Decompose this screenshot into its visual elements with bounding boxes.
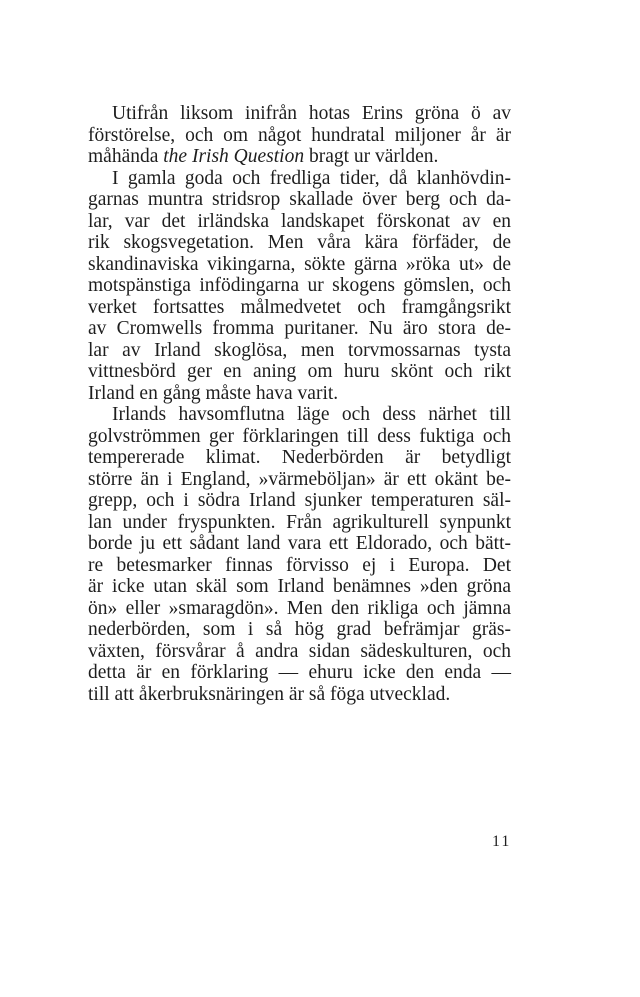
text-segment: rik skogsvegetation. Men våra kära förfäder, de (88, 232, 511, 253)
text-segment: lar av Irland skoglösa, men torvmossarnas tysta (88, 339, 511, 361)
text-line (88, 447, 511, 469)
body-text (88, 103, 511, 705)
text-segment: lar, var det irländska landskapet förskonat av en (88, 210, 511, 232)
text-line (88, 619, 511, 641)
text-segment: Irlands havsomflutna läge och dess närhet till (112, 404, 511, 425)
text-segment: bragt ur världen. (304, 146, 439, 167)
paragraph-2 (88, 168, 511, 405)
text-line (88, 275, 511, 297)
text-line (88, 426, 511, 448)
text-segment: av Cromwells fromma puritaner. Nu äro stora de- (88, 318, 511, 339)
text-line (88, 512, 511, 534)
text-line (88, 318, 511, 340)
text-line (88, 641, 511, 663)
text-segment: tempererade klimat. Nederbörden är betydligt (88, 447, 511, 468)
text-line (88, 533, 511, 555)
text-segment: borde ju ett sådant land vara ett Eldorado, och bätt- (88, 533, 511, 554)
text-segment: nederbörden, som i så hög grad befrämjar gräs- (88, 619, 511, 640)
text-line (88, 383, 511, 405)
page-number: 11 (492, 833, 512, 850)
text-line (88, 232, 511, 254)
text-line (88, 189, 511, 211)
text-line (88, 555, 511, 577)
text-line (88, 576, 511, 598)
text-segment: I gamla goda och fredliga tider, då klanhövdin- (112, 167, 511, 189)
text-segment: växten, försvårar å andra sidan sädeskulturen, och (88, 640, 511, 662)
italic-phrase: the Irish Question (163, 146, 305, 167)
text-segment: motspänstiga infödingarna ur skogens gömslen, och (88, 275, 511, 296)
text-segment: måhända (88, 146, 164, 167)
text-segment: vittnesbörd ger en aning om huru skönt och rikt (88, 361, 511, 382)
text-segment: till att åkerbruksnäringen är så föga utvecklad. (88, 683, 451, 705)
text-line (88, 361, 511, 383)
text-line (88, 662, 511, 684)
text-line (88, 297, 511, 319)
text-line (88, 211, 511, 233)
paragraph-1 (88, 103, 511, 168)
text-line (88, 684, 511, 706)
text-line (88, 168, 511, 190)
text-line (88, 254, 511, 276)
text-segment: Irland en gång måste hava varit. (88, 382, 339, 404)
text-line (88, 103, 511, 125)
text-segment: detta är en förklaring — ehuru icke den enda — (88, 662, 511, 683)
text-segment: grepp, och i södra Irland sjunker temperaturen säl- (88, 490, 511, 511)
text-segment: golvströmmen ger förklaringen till dess fuktiga och (88, 425, 511, 447)
text-line (88, 404, 511, 426)
text-segment: är icke utan skäl som Irland benämnes »den gröna (88, 576, 511, 597)
paragraph-3 (88, 404, 511, 705)
text-line (88, 469, 511, 491)
text-line (88, 146, 511, 168)
text-line (88, 598, 511, 620)
text-segment: förstörelse, och om något hundratal miljoner år är (88, 124, 511, 146)
text-line (88, 125, 511, 147)
text-segment: ön» eller »smaragdön». Men den rikliga och jämna (88, 597, 511, 619)
text-segment: skandinaviska vikingarna, sökte gärna »röka ut» de (88, 253, 511, 275)
text-segment: re betesmarker finnas förvisso ej i Europa. Det (88, 554, 511, 576)
text-segment: garnas muntra stridsrop skallade över berg och da- (88, 189, 511, 210)
text-segment: lan under fryspunkten. Från agrikulturell synpunkt (88, 511, 511, 533)
text-line (88, 340, 511, 362)
text-line (88, 490, 511, 512)
text-segment: verket fortsattes målmedvetet och framgångsrikt (88, 296, 511, 318)
text-segment: Utifrån liksom inifrån hotas Erins gröna ö av (112, 103, 511, 124)
text-segment: större än i England, »värmeböljan» är ett okänt be- (88, 468, 511, 490)
